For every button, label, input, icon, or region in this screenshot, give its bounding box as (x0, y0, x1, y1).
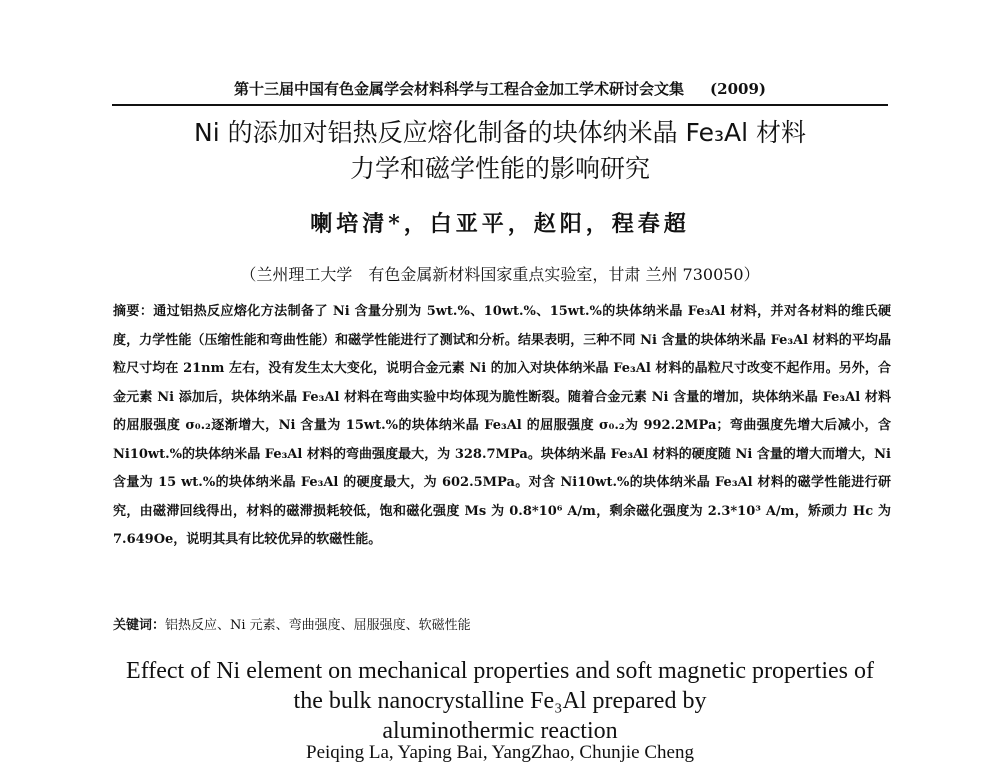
running-header (112, 78, 888, 99)
header-year: (2009) (710, 80, 766, 98)
title-line-2: 力学和磁学性能的影响研究 (349, 154, 650, 183)
abstract (113, 298, 891, 555)
paper-title (100, 115, 900, 187)
header-rule (112, 104, 888, 106)
abstract-text: 通过铝热反应熔化方法制备了 Ni 含量分别为 5wt.%、10wt.%、15wt.%的块体纳米晶 Fe₃Al 材料，并对各材料的维氏硬度，力学性能（压缩性能和弯曲性能）和磁学性能进行了测试和分析。结果表明，三种不同 Ni 含量的块体纳米晶 Fe₃Al 材料的平均晶粒尺寸均在 21nm 左右，没有发生太大变化，说明合金元素 Ni 的加入对块体纳米晶 Fe₃Al 材料的晶粒尺寸改变不起作用。另外，合金元素 Ni 添加后，块体纳米晶 Fe₃Al 材料在弯曲实验中均体现为脆性断裂。随着合金元素 Ni 含量的增加，块体纳米晶 Fe₃Al 材料的屈服强度 σ₀.₂逐渐增大，Ni 含量为 15wt.%的块体纳米晶 Fe₃Al 的屈服强度 σ₀.₂为 992.2MPa；弯曲强度先增大后减小，含 Ni10wt.%的块体纳米晶 Fe₃Al 材料的弯曲强度最大，为 328.7MPa。块体纳米晶 Fe₃Al 材料的硬度随 Ni 含量的增大而增大，Ni 含量为 15 wt.%的块体纳米晶 Fe₃Al 的硬度最大，为 602.5MPa。对含 Ni10wt.%的块体纳米晶 Fe₃Al 材料的磁学性能进行研究，由磁滞回线得出，材料的磁滞损耗较低，饱和磁化强度 Ms 为 0.8*10⁶ A/m，剩余磁化强度为 2.3*10³ A/m，矫顽力 Hc 为 7.649Oe，说明其具有比较优异的软磁性能。 (113, 304, 891, 547)
keywords (113, 614, 891, 633)
header-text: 第十三届中国有色金属学会材料科学与工程合金加工学术研讨会文集 (234, 80, 685, 98)
en-title-line-1: Effect of Ni element on mechanical properties and soft magnetic properties of (126, 658, 874, 684)
english-authors: Peiqing La, Yaping Bai, YangZhao, Chunjie Cheng (306, 742, 694, 763)
author-list: 喇培清*，白亚平，赵阳，程春超 (310, 211, 690, 237)
en-title-line-3: aluminothermic reaction (382, 718, 618, 744)
affiliation: （兰州理工大学 有色金属新材料国家重点实验室，甘肃 兰州 730050） (240, 265, 760, 284)
title-line-1: Ni 的添加对铝热反应熔化制备的块体纳米晶 Fe₃Al 材料 (194, 118, 806, 147)
keywords-text: 铝热反应、Ni 元素、弯曲强度、屈服强度、软磁性能 (165, 618, 471, 633)
keywords-label: 关键词： (113, 618, 166, 633)
abstract-label: 摘要： (113, 304, 154, 319)
en-title-line-2: the bulk nanocrystalline Fe₃Al prepared by (293, 688, 707, 714)
english-title (100, 656, 900, 746)
